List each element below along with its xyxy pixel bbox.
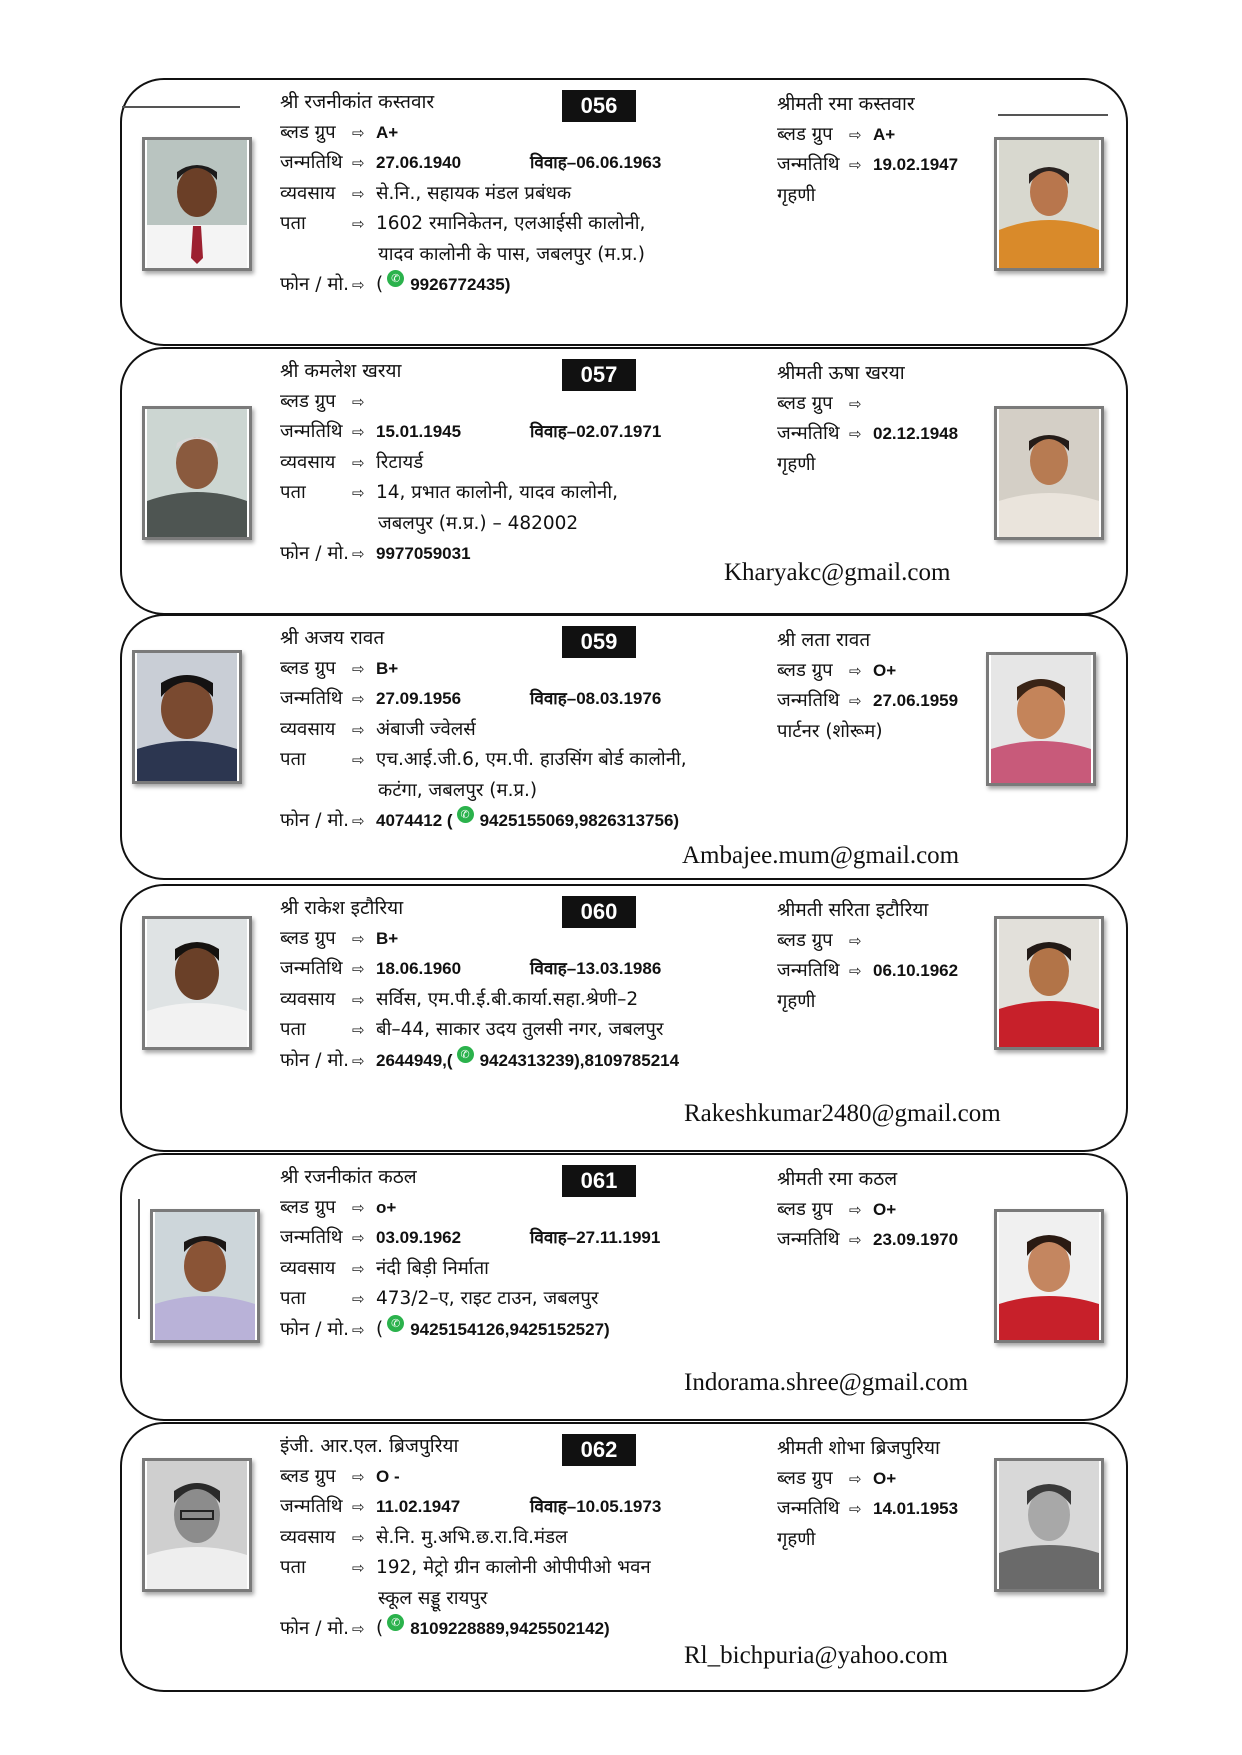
arrow-icon: ⇨ bbox=[849, 394, 862, 413]
phone-prefix: 4074412 ( bbox=[376, 811, 453, 830]
husband-dob: 15.01.1945 bbox=[376, 422, 462, 441]
address-line-1: एच.आई.जी.6, एम.पी. हाउसिंग बोर्ड कालोनी, bbox=[376, 749, 687, 770]
decorative-line bbox=[122, 106, 240, 108]
wife-name: श्रीमती सरिता इटौरिया bbox=[777, 899, 929, 921]
email-address: Indorama.shree@gmail.com bbox=[684, 1369, 969, 1396]
phone-prefix: ( bbox=[376, 274, 384, 295]
husband-blood-group: o+ bbox=[376, 1197, 397, 1217]
whatsapp-icon: ✆ bbox=[387, 1315, 404, 1332]
address-label: पता bbox=[280, 749, 306, 770]
husband-name: श्री राकेश इटौरिया bbox=[280, 897, 404, 919]
dob-label: जन्मतिथि bbox=[280, 1496, 343, 1517]
phone-label: फोन / मो. bbox=[280, 274, 350, 295]
phone-label: फोन / मो. bbox=[280, 1618, 350, 1639]
husband-details bbox=[280, 893, 780, 1076]
address-line-2: यादव कालोनी के पास, जबलपुर (म.प्र.) bbox=[378, 243, 646, 265]
phone-number: 9425155069,9826313756) bbox=[479, 811, 680, 830]
address-label: पता bbox=[280, 1019, 306, 1040]
husband-photo bbox=[132, 650, 242, 784]
wedding-date: विवाह–06.06.1963 bbox=[530, 153, 662, 172]
email-address: Rakeshkumar2480@gmail.com bbox=[684, 1100, 1001, 1127]
arrow-icon: ⇨ bbox=[352, 123, 365, 142]
husband-occupation: नंदी बिड़ी निर्माता bbox=[376, 1257, 489, 1279]
wife-name: श्रीमती रमा कठल bbox=[777, 1168, 898, 1190]
address-label: पता bbox=[280, 213, 306, 234]
wife-occupation: गृहणी bbox=[777, 990, 816, 1012]
husband-photo bbox=[142, 916, 252, 1050]
arrow-icon: ⇨ bbox=[352, 545, 365, 563]
wife-dob: 06.10.1962 bbox=[873, 961, 959, 980]
phone-prefix: ( bbox=[376, 1618, 384, 1639]
phone-prefix: ( bbox=[376, 1318, 384, 1340]
wife-details bbox=[777, 358, 982, 480]
address-line-1: 14, प्रभात कालोनी, यादव कालोनी, bbox=[376, 482, 618, 503]
member-card-056 bbox=[120, 78, 1128, 346]
wife-dob: 02.12.1948 bbox=[873, 424, 959, 443]
wife-dob: 19.02.1947 bbox=[873, 155, 959, 174]
wife-name: श्रीमती रमा कस्तवार bbox=[777, 93, 915, 115]
husband-occupation: रिटायर्ड bbox=[376, 451, 424, 473]
phone-label: फोन / मो. bbox=[280, 1049, 350, 1071]
wife-photo bbox=[994, 406, 1104, 540]
wife-photo bbox=[986, 652, 1096, 786]
dob-label: जन्मतिथि bbox=[777, 1498, 840, 1519]
blood-group-label: ब्लड ग्रुप bbox=[280, 927, 336, 949]
arrow-icon: ⇨ bbox=[849, 931, 862, 950]
wife-occupation: गृहणी bbox=[777, 184, 816, 206]
dob-label: जन्मतिथि bbox=[777, 1229, 840, 1250]
blood-group-label: ब्लड ग्रुप bbox=[280, 1196, 336, 1218]
member-number-badge: 057 bbox=[562, 359, 636, 391]
wedding-date: विवाह–10.05.1973 bbox=[530, 1497, 662, 1516]
phone-label: फोन / मो. bbox=[280, 1318, 350, 1340]
arrow-icon: ⇨ bbox=[352, 690, 365, 708]
wife-name: श्री लता रावत bbox=[777, 629, 871, 651]
wife-dob: 23.09.1970 bbox=[873, 1230, 959, 1249]
husband-details bbox=[280, 623, 780, 837]
arrow-icon: ⇨ bbox=[352, 1198, 365, 1217]
husband-photo bbox=[142, 1458, 252, 1592]
husband-photo bbox=[142, 406, 252, 540]
blood-group-label: ब्लड ग्रुप bbox=[777, 929, 833, 951]
whatsapp-icon: ✆ bbox=[387, 1614, 404, 1631]
husband-name: श्री कमलेश खरया bbox=[280, 360, 402, 382]
wife-photo bbox=[994, 1209, 1104, 1343]
wife-occupation: गृहणी bbox=[777, 1528, 816, 1550]
arrow-icon: ⇨ bbox=[352, 1051, 365, 1070]
arrow-icon: ⇨ bbox=[849, 125, 862, 144]
dob-label: जन्मतिथि bbox=[777, 423, 840, 444]
husband-details bbox=[280, 87, 780, 301]
member-card-059 bbox=[120, 614, 1128, 880]
husband-details bbox=[280, 1162, 780, 1345]
husband-photo bbox=[142, 137, 252, 271]
wife-blood-group: A+ bbox=[873, 124, 896, 144]
address-line-2: स्कूल सड्डू रायपुर bbox=[378, 1587, 488, 1609]
address-line-1: 473/2–ए, राइट टाउन, जबलपुर bbox=[376, 1288, 599, 1309]
occupation-label: व्यवसाय bbox=[280, 718, 336, 740]
husband-occupation: से.नि., सहायक मंडल प्रबंधक bbox=[376, 182, 572, 204]
arrow-icon: ⇨ bbox=[352, 1290, 365, 1308]
husband-details bbox=[280, 356, 780, 570]
wife-details bbox=[777, 1164, 982, 1256]
arrow-icon: ⇨ bbox=[849, 962, 862, 980]
decorative-line bbox=[998, 114, 1108, 116]
arrow-icon: ⇨ bbox=[352, 215, 365, 233]
wedding-date: विवाह–27.11.1991 bbox=[530, 1228, 661, 1247]
wedding-date: विवाह–08.03.1976 bbox=[530, 689, 662, 708]
arrow-icon: ⇨ bbox=[352, 720, 365, 739]
arrow-icon: ⇨ bbox=[849, 1231, 862, 1249]
husband-blood-group: B+ bbox=[376, 928, 399, 948]
occupation-label: व्यवसाय bbox=[280, 182, 336, 204]
wife-details bbox=[777, 895, 982, 1017]
dob-label: जन्मतिथि bbox=[280, 1227, 343, 1248]
arrow-icon: ⇨ bbox=[352, 659, 365, 678]
wedding-date: विवाह–13.03.1986 bbox=[530, 959, 662, 978]
blood-group-label: ब्लड ग्रुप bbox=[777, 659, 833, 681]
phone-prefix: 2644949,( bbox=[376, 1050, 453, 1070]
wife-photo bbox=[994, 1458, 1104, 1592]
arrow-icon: ⇨ bbox=[352, 1620, 365, 1638]
wife-details bbox=[777, 89, 982, 211]
phone-label: फोन / मो. bbox=[280, 543, 350, 564]
arrow-icon: ⇨ bbox=[352, 1320, 365, 1339]
blood-group-label: ब्लड ग्रुप bbox=[280, 1465, 336, 1487]
arrow-icon: ⇨ bbox=[352, 1559, 365, 1577]
address-line-1: बी–44, साकार उदय तुलसी नगर, जबलपुर bbox=[376, 1019, 664, 1040]
blood-group-label: ब्लड ग्रुप bbox=[777, 392, 833, 414]
arrow-icon: ⇨ bbox=[352, 1259, 365, 1278]
wife-occupation: गृहणी bbox=[777, 453, 816, 475]
husband-blood-group: O - bbox=[376, 1466, 400, 1486]
arrow-icon: ⇨ bbox=[352, 484, 365, 502]
dob-label: जन्मतिथि bbox=[777, 690, 840, 711]
arrow-icon: ⇨ bbox=[849, 1500, 862, 1518]
dob-label: जन्मतिथि bbox=[280, 152, 343, 173]
member-card-061 bbox=[120, 1153, 1128, 1421]
phone-label: फोन / मो. bbox=[280, 810, 350, 831]
wedding-date: विवाह–02.07.1971 bbox=[530, 422, 662, 441]
arrow-icon: ⇨ bbox=[849, 661, 862, 680]
member-number-badge: 056 bbox=[562, 90, 636, 122]
phone-number: 9977059031 bbox=[376, 544, 471, 563]
arrow-icon: ⇨ bbox=[352, 1021, 365, 1039]
address-line-2: कटंगा, जबलपुर (म.प्र.) bbox=[378, 779, 538, 801]
whatsapp-icon: ✆ bbox=[387, 270, 404, 287]
arrow-icon: ⇨ bbox=[352, 751, 365, 769]
arrow-icon: ⇨ bbox=[352, 1229, 365, 1247]
blood-group-label: ब्लड ग्रुप bbox=[777, 1467, 833, 1489]
occupation-label: व्यवसाय bbox=[280, 988, 336, 1010]
email-address: Rl_bichpuria@yahoo.com bbox=[684, 1642, 948, 1669]
husband-name: श्री रजनीकांत कस्तवार bbox=[280, 91, 435, 113]
blood-group-label: ब्लड ग्रुप bbox=[777, 1198, 833, 1220]
occupation-label: व्यवसाय bbox=[280, 451, 336, 473]
wife-photo bbox=[994, 916, 1104, 1050]
arrow-icon: ⇨ bbox=[352, 184, 365, 203]
address-line-1: 192, मेट्रो ग्रीन कालोनी ओपीपीओ भवन bbox=[376, 1557, 651, 1578]
arrow-icon: ⇨ bbox=[352, 453, 365, 472]
husband-dob: 27.06.1940 bbox=[376, 153, 462, 172]
wife-name: श्रीमती शोभा ब्रिजपुरिया bbox=[777, 1437, 940, 1459]
wife-name: श्रीमती ऊषा खरया bbox=[777, 362, 905, 384]
husband-photo bbox=[150, 1209, 260, 1343]
member-number-badge: 061 bbox=[562, 1165, 636, 1197]
arrow-icon: ⇨ bbox=[352, 960, 365, 978]
member-card-060 bbox=[120, 884, 1128, 1152]
occupation-label: व्यवसाय bbox=[280, 1257, 336, 1279]
address-line-2: जबलपुर (म.प्र.) – 482002 bbox=[378, 512, 579, 534]
phone-number: 9926772435) bbox=[410, 275, 511, 294]
dob-label: जन्मतिथि bbox=[280, 688, 343, 709]
address-line-1: 1602 रमानिकेतन, एलआईसी कालोनी, bbox=[376, 213, 646, 234]
wife-blood-group: O+ bbox=[873, 660, 897, 680]
dob-label: जन्मतिथि bbox=[777, 154, 840, 175]
husband-dob: 27.09.1956 bbox=[376, 689, 462, 708]
husband-dob: 18.06.1960 bbox=[376, 959, 462, 978]
husband-blood-group: B+ bbox=[376, 658, 399, 678]
arrow-icon: ⇨ bbox=[352, 154, 365, 172]
wife-blood-group: O+ bbox=[873, 1468, 897, 1488]
husband-occupation: अंबाजी ज्वेलर्स bbox=[376, 718, 476, 740]
email-address: Ambajee.mum@gmail.com bbox=[682, 842, 960, 869]
arrow-icon: ⇨ bbox=[352, 423, 365, 441]
arrow-icon: ⇨ bbox=[352, 1467, 365, 1486]
arrow-icon: ⇨ bbox=[352, 929, 365, 948]
husband-dob: 11.02.1947 bbox=[376, 1497, 461, 1516]
member-number-badge: 062 bbox=[562, 1434, 636, 1466]
arrow-icon: ⇨ bbox=[352, 276, 365, 294]
arrow-icon: ⇨ bbox=[849, 692, 862, 710]
wife-details bbox=[777, 1433, 982, 1555]
wife-dob: 27.06.1959 bbox=[873, 691, 959, 710]
husband-blood-group: A+ bbox=[376, 122, 399, 142]
husband-name: श्री अजय रावत bbox=[280, 627, 385, 649]
husband-name: श्री रजनीकांत कठल bbox=[280, 1166, 417, 1188]
wife-photo bbox=[994, 137, 1104, 271]
arrow-icon: ⇨ bbox=[352, 1528, 365, 1547]
husband-details bbox=[280, 1431, 780, 1645]
blood-group-label: ब्लड ग्रुप bbox=[777, 123, 833, 145]
arrow-icon: ⇨ bbox=[352, 392, 365, 411]
wife-dob: 14.01.1953 bbox=[873, 1499, 959, 1518]
member-card-062 bbox=[120, 1422, 1128, 1692]
member-card-057 bbox=[120, 347, 1128, 615]
husband-name: इंजी. आर.एल. ब्रिजपुरिया bbox=[280, 1435, 459, 1457]
member-number-badge: 059 bbox=[562, 626, 636, 658]
arrow-icon: ⇨ bbox=[849, 156, 862, 174]
dob-label: जन्मतिथि bbox=[280, 958, 343, 979]
arrow-icon: ⇨ bbox=[352, 1498, 365, 1516]
occupation-label: व्यवसाय bbox=[280, 1526, 336, 1548]
blood-group-label: ब्लड ग्रुप bbox=[280, 121, 336, 143]
phone-number: 9424313239),8109785214 bbox=[479, 1050, 680, 1070]
whatsapp-icon: ✆ bbox=[457, 1046, 474, 1063]
dob-label: जन्मतिथि bbox=[280, 421, 343, 442]
arrow-icon: ⇨ bbox=[849, 1200, 862, 1219]
wife-blood-group: O+ bbox=[873, 1199, 897, 1219]
arrow-icon: ⇨ bbox=[352, 990, 365, 1009]
address-label: पता bbox=[280, 1288, 306, 1309]
husband-occupation: से.नि. मु.अभि.छ.रा.वि.मंडल bbox=[376, 1526, 568, 1548]
wife-details bbox=[777, 625, 982, 747]
husband-dob: 03.09.1962 bbox=[376, 1228, 462, 1247]
arrow-icon: ⇨ bbox=[849, 425, 862, 443]
phone-number: 8109228889,9425502142) bbox=[410, 1619, 610, 1638]
husband-occupation: सर्विस, एम.पी.ई.बी.कार्या.सहा.श्रेणी–2 bbox=[376, 988, 639, 1010]
member-number-badge: 060 bbox=[562, 896, 636, 928]
email-address: Kharyakc@gmail.com bbox=[724, 559, 951, 586]
address-label: पता bbox=[280, 1557, 306, 1578]
dob-label: जन्मतिथि bbox=[777, 960, 840, 981]
arrow-icon: ⇨ bbox=[849, 1469, 862, 1488]
blood-group-label: ब्लड ग्रुप bbox=[280, 657, 336, 679]
phone-number: 9425154126,9425152527) bbox=[410, 1319, 610, 1339]
blood-group-label: ब्लड ग्रुप bbox=[280, 390, 336, 412]
wife-occupation: पार्टनर (शोरूम) bbox=[777, 720, 883, 742]
arrow-icon: ⇨ bbox=[352, 812, 365, 830]
decorative-line bbox=[138, 1199, 140, 1319]
address-label: पता bbox=[280, 482, 306, 503]
whatsapp-icon: ✆ bbox=[457, 806, 474, 823]
